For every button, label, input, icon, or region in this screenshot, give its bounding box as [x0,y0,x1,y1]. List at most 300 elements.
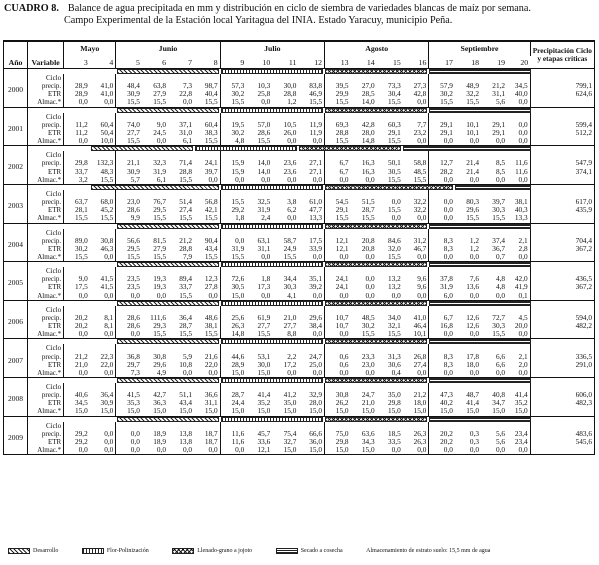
data-cell: 72,6 [220,275,246,283]
legend [8,548,594,555]
total-cell: 483,6 [530,430,594,438]
data-cell: 0,0 [194,369,220,378]
variable-label: Ciclo [28,422,64,430]
data-cell: 5,9 [182,351,193,361]
week-header: 16 [403,56,429,69]
week-header: 4 [90,56,116,69]
legend-item-secado: Secado a cosecha [276,548,343,554]
data-cell: 41,4 [466,398,479,408]
data-cell: 23,4 [514,436,528,446]
data-cell: 46,4 [413,321,427,331]
data-cell: 7,6 [469,274,479,284]
data-cell: 0,0 [246,176,272,185]
data-cell: 48,7 [466,390,479,400]
total-cell [530,407,594,416]
phase-bar-row [4,262,595,268]
data-cell: 23,0 [116,198,142,206]
variable-label: Almac.* [28,98,64,107]
data-cell: 0,0 [481,369,507,378]
data-cell: 26,3 [413,428,427,438]
data-cell: 10,8 [179,359,193,369]
data-cell: 0,0 [298,369,324,378]
data-cell: 15,0 [272,446,298,455]
data-cell: 10,0 [90,137,116,146]
data-cell: 58,7 [283,235,297,245]
data-cell: 30,9 [116,90,142,98]
data-cell: 0,0 [481,137,507,146]
data-cell: 0,0 [220,176,246,185]
data-cell: 1,2 [469,243,479,253]
data-cell: 75,4 [283,428,297,438]
phase-bar-flo [221,185,323,190]
data-cell: 42,1 [204,205,218,215]
data-cell: 20,8 [361,235,375,245]
data-cell: 20,2 [64,322,90,330]
data-cell: 5,6 [495,428,506,438]
data-cell: 0,0 [325,176,351,185]
total-cell [530,176,594,185]
data-cell: 0,0 [194,446,220,455]
data-cell: 15,0 [168,407,194,416]
total-cell: 336,5 [530,353,594,361]
data-cell: 8,1 [104,321,114,331]
data-cell: 0,0 [403,446,429,455]
variable-label: ETR [28,322,64,330]
data-cell: 29,1 [429,129,455,137]
data-cell: 63,6 [361,428,375,438]
data-cell: 30,6 [387,359,401,369]
variable-label: Almac.* [28,137,64,146]
variable-label: Ciclo [28,267,64,275]
table-row [4,407,595,416]
data-cell: 15,5 [116,137,142,146]
variable-label: Almac.* [28,330,64,339]
data-cell: 0,0 [168,369,194,378]
data-cell: 0,6 [325,361,351,369]
data-cell: 15,5 [168,214,194,223]
data-cell: 15,0 [403,407,429,416]
data-cell: 21,2 [179,235,193,245]
data-cell: 0,0 [90,253,116,262]
total-cell: 617,0 [530,198,594,206]
data-cell: 30,9 [100,398,114,408]
table-row [4,253,595,262]
phase-bar-lle [325,224,427,229]
variable-label: Ciclo [28,74,64,82]
data-cell: 14,8 [351,137,377,146]
data-cell: 16,3 [361,158,375,168]
data-cell: 15,0 [272,407,298,416]
data-cell: 13,3 [507,214,530,223]
table-row [4,98,595,107]
total-cell [530,253,594,262]
data-cell: 38,1 [514,197,528,207]
data-cell: 28,7 [220,391,246,399]
variable-label: precip. [28,353,64,361]
data-cell: 14,0 [257,166,271,176]
data-cell: 0,0 [90,369,116,378]
data-cell: 4,8 [495,282,506,292]
data-cell: 0,0 [507,369,530,378]
data-cell: 15,5 [220,253,246,262]
data-cell: 15,5 [142,330,168,339]
data-cell: 0,0 [325,330,351,339]
variable-label: precip. [28,430,64,438]
data-cell: 27,7 [283,321,297,331]
data-cell: 2,1 [518,351,528,361]
data-cell: 30,0 [283,81,297,91]
data-cell: 41,0 [413,312,427,322]
data-cell: 0,0 [142,292,168,301]
variable-label: ETR [28,361,64,369]
data-cell: 111,6 [150,312,166,322]
data-cell: 0,0 [429,198,455,206]
data-cell: 0,0 [298,137,324,146]
data-cell: 0,0 [194,176,220,185]
data-cell: 9,6 [417,282,427,292]
year-cell: 2003 [4,190,28,223]
data-cell: 2,8 [518,243,528,253]
data-cell: 60,4 [204,119,218,129]
data-cell: 28,9 [220,361,246,369]
data-cell: 0,0 [507,176,530,185]
phase-bar-des [117,69,219,74]
variable-label: ETR [28,129,64,137]
data-cell: 7,3 [182,81,193,91]
data-cell: 5,7 [116,176,142,185]
data-cell: 34,7 [492,398,506,408]
data-cell: 6,1 [142,176,168,185]
data-cell: 60,4 [100,119,114,129]
data-cell: 0,0 [403,292,429,301]
data-cell: 0,0 [455,330,481,339]
table-row [4,159,595,167]
data-cell: 30,9 [116,168,142,176]
total-cell: 367,2 [530,245,594,253]
table-row [4,129,595,137]
total-cell: 436,5 [530,275,594,283]
data-cell: 31,9 [257,205,271,215]
data-cell: 15,0 [429,407,455,416]
data-cell: 48,6 [204,312,218,322]
data-cell: 29,2 [64,438,90,446]
data-cell: 15,0 [325,446,351,455]
variable-label: Ciclo [28,306,64,314]
data-cell: 98,7 [204,81,218,91]
table-row [4,361,595,369]
data-cell: 27,4 [413,359,427,369]
data-cell: 46,7 [413,243,427,253]
data-cell: 28,8 [179,166,193,176]
data-cell: 15,0 [220,407,246,416]
data-cell: 0,0 [142,137,168,146]
data-cell: 30,2 [361,321,375,331]
data-cell: 1,8 [220,214,246,223]
data-cell: 15,0 [142,407,168,416]
data-cell: 15,5 [351,330,377,339]
data-cell: 35,1 [309,274,322,284]
data-cell: 36,7 [492,243,506,253]
data-cell: 23,6 [283,158,297,168]
data-cell: 10,5 [283,119,297,129]
table-row [4,391,595,399]
data-cell: 57,3 [220,82,246,90]
data-cell: 0,0 [377,214,403,223]
data-cell: 13,8 [179,436,193,446]
table-row [4,430,595,438]
year-cell: 2005 [4,267,28,300]
data-cell: 22,8 [179,89,193,99]
year-cell: 2000 [4,74,28,107]
data-cell: 12,1 [325,237,351,245]
data-cell: 30,5 [387,166,401,176]
data-cell: 0,0 [272,176,298,185]
data-cell: 4,8 [220,137,246,146]
total-cell: 291,0 [530,361,594,369]
data-cell: 15,0 [507,407,530,416]
data-cell: 29,5 [116,245,142,253]
data-cell: 0,0 [194,292,220,301]
data-cell: 18,9 [153,428,166,438]
data-cell: 0,0 [272,214,298,223]
variable-label: Ciclo [28,151,64,159]
data-cell: 27,7 [257,321,271,331]
variable-label: precip. [28,159,64,167]
data-cell: 0,0 [64,98,90,107]
data-cell: 0,0 [104,428,114,438]
data-cell: 34,3 [361,436,375,446]
data-cell: 15,9 [220,159,246,167]
week-header: 10 [246,56,272,69]
week-header: 11 [272,56,298,69]
data-cell: 15,5 [116,98,142,107]
table-row [4,137,595,146]
data-cell: 35,2 [514,398,528,408]
table-row [4,369,595,378]
legend-item-llenado: Llenado-grano a jojoto [172,548,252,554]
total-cell: 624,6 [530,90,594,98]
data-cell: 15,5 [168,176,194,185]
data-cell: 29,1 [325,206,351,214]
data-cell: 28,6 [257,127,271,137]
data-cell: 15,5 [142,98,168,107]
data-cell: 24,1 [325,283,351,291]
data-cell: 16,8 [429,322,455,330]
data-cell: 30,3 [283,282,297,292]
data-cell: 15,5 [325,137,351,146]
data-cell: 51,5 [361,197,375,207]
data-cell: 17,3 [257,282,271,292]
data-cell: 32,0 [387,243,401,253]
year-cell: 2007 [4,344,28,377]
data-cell: 0,0 [298,253,324,262]
data-cell: 32,9 [309,390,322,400]
total-cell [530,446,594,455]
data-cell: 13,2 [387,274,401,284]
data-cell: 15,0 [116,407,142,416]
data-cell: 29,5 [153,205,166,215]
data-cell: 15,5 [272,253,298,262]
data-cell: 0,0 [429,253,455,262]
total-cell: 547,9 [530,159,594,167]
data-cell: 39,2 [309,282,322,292]
week-header: 15 [377,56,403,69]
table-row [4,190,595,198]
phase-bar-flo [221,69,323,74]
variable-label: Ciclo [28,344,64,352]
data-cell: 25,6 [220,314,246,322]
data-cell: 8,5 [495,166,506,176]
variable-label: Ciclo [28,383,64,391]
data-cell: 41,0 [100,81,114,91]
data-cell: 41,5 [116,391,142,399]
week-header: 8 [194,56,220,69]
data-cell: 15,5 [90,176,116,185]
data-cell: 15,5 [325,98,351,107]
data-cell: 17,5 [309,235,322,245]
data-cell: 24,7 [309,351,322,361]
data-cell: 23,5 [116,283,142,291]
phase-bar-sec [429,108,531,113]
data-cell: 15,0 [220,369,246,378]
data-cell: 0,0 [64,330,90,339]
data-cell: 18,0 [466,359,479,369]
data-cell: 8,3 [429,353,455,361]
data-cell: 0,0 [429,137,455,146]
data-cell: 14,0 [257,158,271,168]
data-cell: 0,0 [325,253,351,262]
data-cell: 0,0 [168,446,194,455]
data-cell: 15,5 [220,198,246,206]
data-cell: 15,5 [168,330,194,339]
data-cell: 0,0 [481,292,507,301]
table-row [4,438,595,446]
data-cell: 63,1 [257,235,271,245]
phase-bar-lle [325,301,427,306]
data-cell: 5,6 [481,98,507,107]
data-cell: 11,2 [64,129,90,137]
data-cell: 0,0 [403,253,429,262]
data-cell: 15,5 [403,176,429,185]
data-cell: 8,3 [429,245,455,253]
phase-bar-sec [429,417,531,422]
table-row [4,399,595,407]
data-cell: 8,3 [429,361,455,369]
data-cell: 73,3 [387,81,401,91]
variable-label: Almac.* [28,407,64,416]
table-row [4,245,595,253]
data-cell: 22,3 [100,351,114,361]
data-cell: 40,6 [64,391,90,399]
data-cell: 30,3 [492,205,506,215]
data-cell: 29,6 [466,205,479,215]
data-cell: 0,0 [365,274,375,284]
data-cell: 26,8 [413,351,427,361]
data-cell: 0,1 [507,292,530,301]
data-cell: 6,6 [495,359,506,369]
week-header: 18 [455,56,481,69]
data-cell: 0,0 [298,330,324,339]
data-cell: 47,7 [309,205,322,215]
data-cell: 32,2 [413,205,427,215]
data-cell: 4,5 [518,312,528,322]
data-cell: 23,4 [514,428,528,438]
data-cell: 18,9 [153,436,166,446]
table-row [4,446,595,455]
phase-bar-flo [195,146,297,151]
data-cell: 17,2 [283,359,297,369]
week-header: 5 [116,56,142,69]
phase-bar-des [117,378,219,383]
data-cell: 35,0 [387,390,401,400]
data-cell: 68,0 [100,197,114,207]
data-cell: 0,0 [391,197,401,207]
data-cell: 15,5 [246,330,272,339]
data-cell: 30,2 [64,245,90,253]
variable-label: precip. [28,198,64,206]
data-cell: 9,6 [417,274,427,284]
data-cell: 24,7 [361,390,375,400]
data-cell: 39,5 [325,82,351,90]
data-cell: 31,1 [204,398,218,408]
data-cell: 72,7 [492,312,506,322]
data-cell: 3,8 [287,197,297,207]
total-cell: 512,2 [530,129,594,137]
data-cell: 15,0 [64,407,90,416]
data-cell: 0,0 [116,446,142,455]
secado-pattern-icon [276,548,298,554]
data-cell: 7,9 [168,253,194,262]
data-cell: 15,5 [90,214,116,223]
data-cell: 29,8 [387,398,401,408]
phase-bar-des [117,301,219,306]
data-cell: 40,8 [492,390,506,400]
variable-label: Ciclo [28,229,64,237]
table-row [4,267,595,275]
data-cell: 28,8 [179,243,193,253]
table-row [4,275,595,283]
data-cell: 9,0 [156,119,166,129]
data-cell: 46,3 [100,243,114,253]
data-cell: 26,0 [283,127,297,137]
data-cell: 9,0 [64,275,90,283]
data-cell: 48,5 [361,312,375,322]
data-cell: 0,0 [220,237,246,245]
data-cell: 15,5 [194,98,220,107]
data-cell: 32,2 [466,89,479,99]
data-cell: 0,0 [116,438,142,446]
total-cell: 482,2 [530,322,594,330]
data-cell: 25,0 [309,359,322,369]
data-cell: 0,0 [403,137,429,146]
data-cell: 30,8 [325,391,351,399]
data-cell: 0,4 [377,369,403,378]
data-cell: 29,3 [153,321,166,331]
phase-bar-des [117,224,219,229]
data-cell: 15,5 [220,98,246,107]
week-header: 3 [64,56,90,69]
data-cell: 31,2 [413,235,427,245]
data-cell: 48,3 [100,166,114,176]
data-cell: 15,5 [481,330,507,339]
data-cell: 22,0 [204,359,218,369]
data-cell: 43,4 [179,398,193,408]
data-cell: 9,9 [116,214,142,223]
phase-bar-row [4,339,595,345]
data-cell: 0,0 [142,446,168,455]
phase-bar-lle [325,262,427,267]
phase-bar-des [117,262,219,267]
